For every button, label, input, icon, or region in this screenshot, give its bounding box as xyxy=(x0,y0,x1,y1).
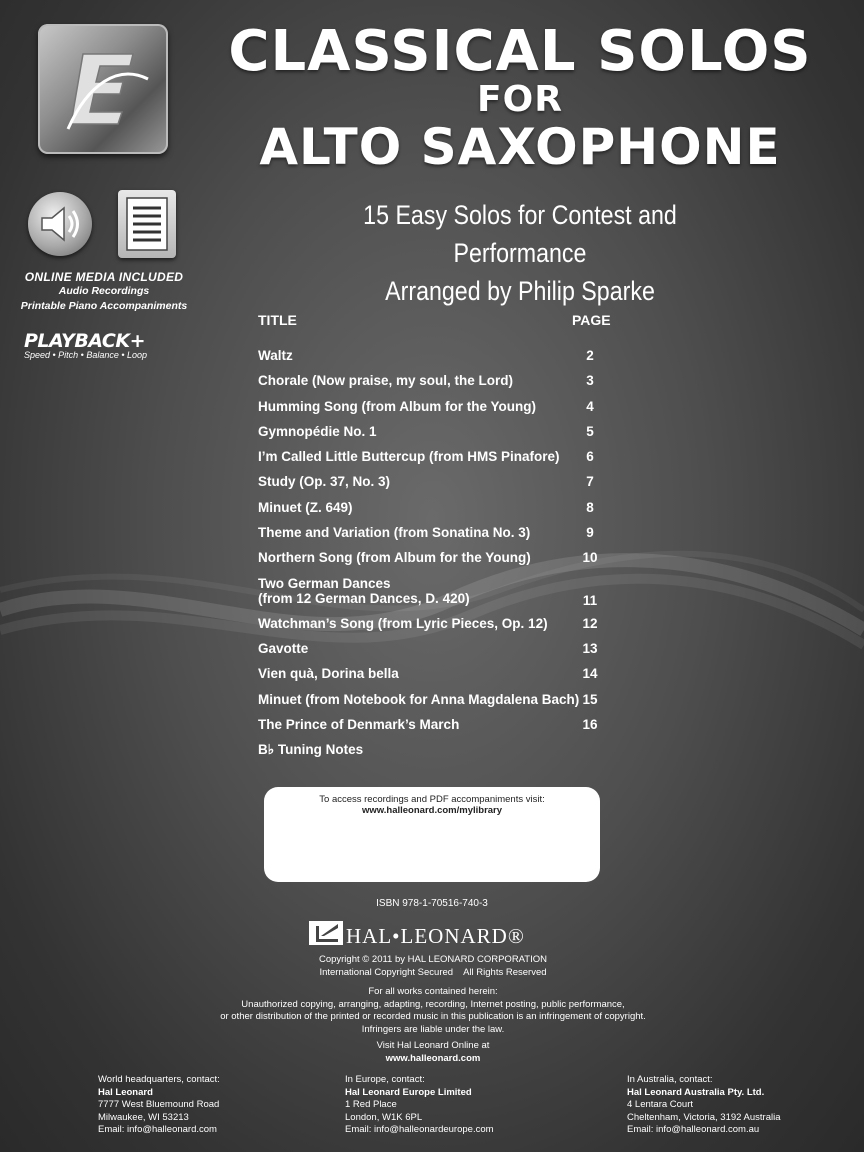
toc-row xyxy=(258,550,618,575)
contact-address-2: Cheltenham, Victoria, 3192 Australia xyxy=(627,1111,781,1123)
title-line-1: CLASSICAL SOLOS xyxy=(228,19,812,84)
contact-address-1: 7777 West Bluemound Road xyxy=(98,1099,220,1110)
toc-page: 2 xyxy=(586,348,594,363)
toc-title: Waltz xyxy=(258,348,293,363)
toc-row xyxy=(258,348,618,373)
toc-page: 16 xyxy=(582,716,598,732)
toc-row xyxy=(258,616,618,641)
playback-plus-logo xyxy=(24,330,147,360)
contact-name: Hal Leonard Australia Pty. Ltd. xyxy=(627,1086,765,1098)
toc-title: Minuet (Z. 649) xyxy=(258,499,353,515)
infringement-notice xyxy=(200,986,666,1036)
notice-line-1: For all works contained herein: xyxy=(368,986,498,997)
toc-title: Theme and Variation (from Sonatina No. 3) xyxy=(258,525,531,541)
toc-page: 8 xyxy=(586,499,594,515)
toc-row xyxy=(258,399,618,424)
toc-page: 4 xyxy=(586,398,594,414)
isbn: ISBN 978-1-70516-740-3 xyxy=(376,898,488,909)
subtitle-line-2: Arranged by Philip Sparke xyxy=(385,276,655,306)
title-line-3: ALTO SAXOPHONE xyxy=(259,118,781,176)
contact-email[interactable]: Email: info@halleonard.com xyxy=(98,1124,217,1135)
contact-address-1: 4 Lentara Court xyxy=(627,1099,694,1110)
hal-leonard-logo xyxy=(308,920,568,950)
toc-title: Two German Dances xyxy=(258,575,391,591)
toc-row xyxy=(258,641,618,666)
toc-title: I’m Called Little Buttercup (from HMS Pinafore) xyxy=(258,449,560,465)
playback-features: Speed • Pitch • Balance • Loop xyxy=(24,350,148,360)
toc-title-column-header: TITLE xyxy=(258,312,297,328)
contact-label: World headquarters, contact: xyxy=(98,1074,220,1085)
book-title xyxy=(210,18,830,176)
toc-page: 7 xyxy=(586,474,594,490)
toc-row xyxy=(258,717,618,742)
toc-row xyxy=(258,500,618,525)
toc-page: 11 xyxy=(582,592,598,608)
toc-title: Study (Op. 37, No. 3) xyxy=(258,474,391,490)
access-instructions: To access recordings and PDF accompaniments visit: xyxy=(319,794,545,805)
access-code-box xyxy=(264,787,600,882)
toc-header xyxy=(258,312,618,348)
notice-line-2: Unauthorized copying, arranging, adapting, recording, Internet posting, public performance, xyxy=(241,998,625,1010)
document-icon xyxy=(118,190,176,258)
toc-row xyxy=(258,373,618,398)
toc-row xyxy=(258,449,618,474)
copyright-line-2: International Copyright Secured All Rights Reserved xyxy=(319,966,547,978)
hal-leonard-wordmark: HAL•LEONARD® xyxy=(346,924,525,948)
contact-name: Hal Leonard xyxy=(98,1086,153,1098)
contact-australia xyxy=(627,1074,781,1137)
toc-title: B♭ Tuning Notes xyxy=(258,742,364,758)
contact-label: In Australia, contact: xyxy=(627,1074,713,1085)
toc-page: 6 xyxy=(586,449,594,465)
toc-page: 15 xyxy=(582,691,598,707)
toc-row xyxy=(258,692,618,717)
visit-label: Visit Hal Leonard Online at xyxy=(376,1040,490,1051)
toc-title: Vien quà, Dorina bella xyxy=(258,666,399,682)
contact-address-2: London, W1K 6PL xyxy=(345,1111,423,1123)
online-media-line-1: Audio Recordings xyxy=(58,285,150,297)
toc-title: Minuet (from Notebook for Anna Magdalena Bach) xyxy=(258,691,580,707)
toc-title: Gymnopédie No. 1 xyxy=(258,423,377,439)
toc-row xyxy=(258,525,618,550)
notice-line-4: Infringers are liable under the law. xyxy=(361,1023,505,1035)
contact-address-1: 1 Red Place xyxy=(345,1099,397,1110)
toc-page: 10 xyxy=(582,550,598,566)
toc-page: 12 xyxy=(582,615,598,631)
visit-online xyxy=(300,1040,566,1065)
toc-row xyxy=(258,742,618,767)
toc-page: 3 xyxy=(586,373,594,389)
toc-row xyxy=(258,424,618,449)
toc-row xyxy=(258,474,618,499)
toc-title: Humming Song (from Album for the Young) xyxy=(258,398,536,414)
contact-email[interactable]: Email: info@halleonardeurope.com xyxy=(345,1124,494,1135)
table-of-contents xyxy=(258,312,618,767)
access-url[interactable]: www.halleonard.com/mylibrary xyxy=(361,805,503,816)
subtitle-line-1: 15 Easy Solos for Contest and Performance xyxy=(363,200,677,268)
toc-title: Watchman’s Song (from Lyric Pieces, Op. 12) xyxy=(258,615,548,631)
contact-email[interactable]: Email: info@halleonard.com.au xyxy=(627,1124,760,1135)
toc-page-column-header: PAGE xyxy=(572,312,611,328)
contact-europe xyxy=(345,1074,494,1137)
speaker-icon xyxy=(28,192,92,256)
toc-title: Chorale (Now praise, my soul, the Lord) xyxy=(258,373,514,389)
toc-page: 13 xyxy=(582,640,598,656)
playback-label: PLAYBACK+ xyxy=(24,330,146,352)
subtitle xyxy=(296,196,743,310)
essential-elements-logo xyxy=(38,24,168,154)
online-media-line-2: Printable Piano Accompaniments xyxy=(20,300,188,312)
online-media-heading: ONLINE MEDIA INCLUDED xyxy=(24,270,184,284)
title-line-2: FOR xyxy=(477,79,563,120)
visit-url[interactable]: www.halleonard.com xyxy=(385,1052,481,1064)
toc-title-continued: (from 12 German Dances, D. 420) xyxy=(258,590,470,606)
contact-label: In Europe, contact: xyxy=(345,1074,425,1085)
toc-title: Gavotte xyxy=(258,640,309,656)
copyright-line-1: Copyright © 2011 by HAL LEONARD CORPORATION xyxy=(318,954,548,965)
toc-title: The Prince of Denmark’s March xyxy=(258,716,460,732)
notice-line-3: or other distribution of the printed or recorded music in this publication is an infringement of copyright. xyxy=(220,1011,646,1022)
toc-row xyxy=(258,666,618,691)
toc-page: 5 xyxy=(586,423,594,439)
toc-page: 9 xyxy=(586,525,594,541)
toc-row xyxy=(258,576,618,616)
toc-page: 14 xyxy=(582,666,598,682)
toc-title: Northern Song (from Album for the Young) xyxy=(258,550,531,566)
contact-name: Hal Leonard Europe Limited xyxy=(345,1086,472,1098)
contact-address-2: Milwaukee, WI 53213 xyxy=(98,1111,189,1123)
contact-world-headquarters xyxy=(98,1074,220,1137)
copyright-notice xyxy=(300,954,566,979)
online-media-info xyxy=(16,270,192,314)
